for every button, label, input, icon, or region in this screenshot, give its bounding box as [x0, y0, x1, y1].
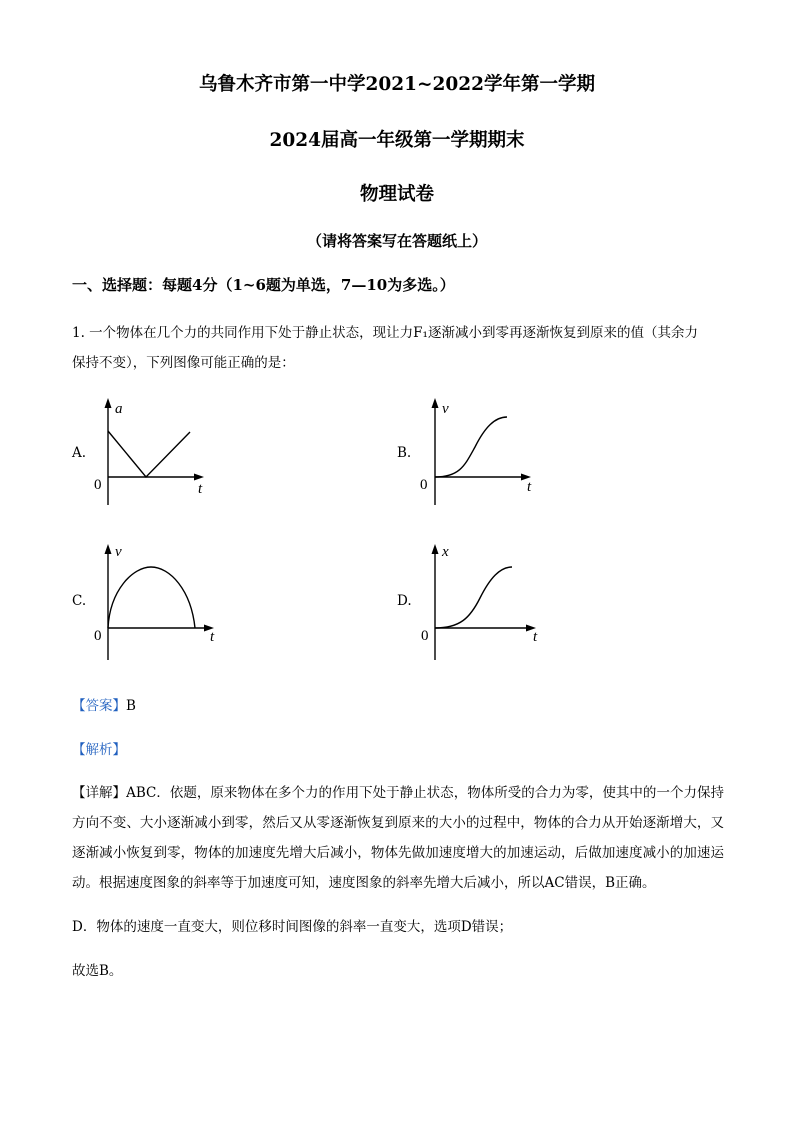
- section-title: 一、选择题：每题4分（1~6题为单选，7—10为多选。）: [72, 276, 455, 294]
- exam-school-title: 乌鲁木齐市第一中学2021~2022学年第一学期: [199, 74, 595, 95]
- question-stem-line-2: 保持不变），下列图像可能正确的是：: [72, 355, 295, 371]
- origin-label: 0: [94, 477, 102, 493]
- y-axis: [105, 398, 112, 505]
- option-a-graph: [88, 395, 218, 510]
- y-axis: [105, 544, 112, 660]
- x-axis-label: t: [198, 481, 203, 497]
- x-axis-label: t: [527, 479, 532, 495]
- x-axis-label: t: [210, 629, 215, 645]
- option-a-curve: [108, 431, 190, 477]
- option-d-letter: D.: [397, 593, 412, 609]
- detail-tag: 【详解】: [72, 785, 127, 801]
- answer-tag: 【答案】: [72, 698, 126, 714]
- option-c-graph: [88, 540, 228, 665]
- option-c-curve: [108, 567, 195, 628]
- detail-p2: D．物体的速度一直变大，则位移时间图像的斜率一直变大，选项D错误；: [72, 919, 513, 935]
- question-1-stem: [72, 318, 724, 378]
- y-axis-label: a: [115, 401, 123, 417]
- y-axis: [432, 398, 439, 505]
- exam-grade-title: 2024届高一年级第一学期期末: [269, 130, 525, 151]
- origin-label: 0: [94, 628, 102, 644]
- option-d-curve: [435, 567, 512, 628]
- origin-label: 0: [421, 628, 429, 644]
- exam-instruction-note: （请将答案写在答题纸上）: [306, 232, 487, 250]
- x-axis: [435, 625, 536, 632]
- option-a-letter: A.: [72, 445, 87, 461]
- answer-value: B: [126, 698, 136, 714]
- question-stem-line-1: 1. 一个物体在几个力的共同作用下处于静止状态，现让力F₁逐渐减小到零再逐渐恢复到原来的值（其余力: [72, 325, 698, 341]
- detail-p1: [72, 778, 724, 898]
- detail-p1-text: ABC．依题，原来物体在多个力的作用下处于静止状态，物体所受的合力为零，使其中的一个力保持方向不变、大小逐渐减小到零，然后又从零逐渐恢复到原来的大小的过程中，物体的合力从开始逐渐增大，又逐渐减小恢复到零，物体的加速度先增大后减小，物体先做加速度增大的加速运动，后做加速度减小的加速运动。根据速度图象的斜率等于加速度可知，速度图象的斜率先增大后减小，所以AC错误，B正确。: [72, 785, 725, 891]
- y-axis-label: v: [115, 544, 122, 560]
- option-b-curve: [435, 417, 507, 477]
- analysis-tag: 【解析】: [72, 742, 126, 758]
- option-d-graph: [415, 540, 555, 665]
- answer-line: [72, 694, 136, 714]
- origin-label: 0: [420, 477, 428, 493]
- y-axis-label: v: [442, 401, 449, 417]
- detail-paragraph: [72, 778, 724, 986]
- option-b-letter: B.: [397, 445, 412, 461]
- exam-subject-title: 物理试卷: [359, 184, 434, 205]
- option-b-graph: [415, 395, 545, 510]
- analysis-line: [72, 738, 126, 758]
- x-axis: [108, 474, 204, 481]
- y-axis: [432, 544, 439, 660]
- x-axis: [108, 625, 214, 632]
- detail-p3: 故选B。: [72, 963, 123, 979]
- option-c-letter: C.: [72, 593, 87, 609]
- x-axis-label: t: [533, 629, 538, 645]
- y-axis-label: x: [442, 544, 449, 560]
